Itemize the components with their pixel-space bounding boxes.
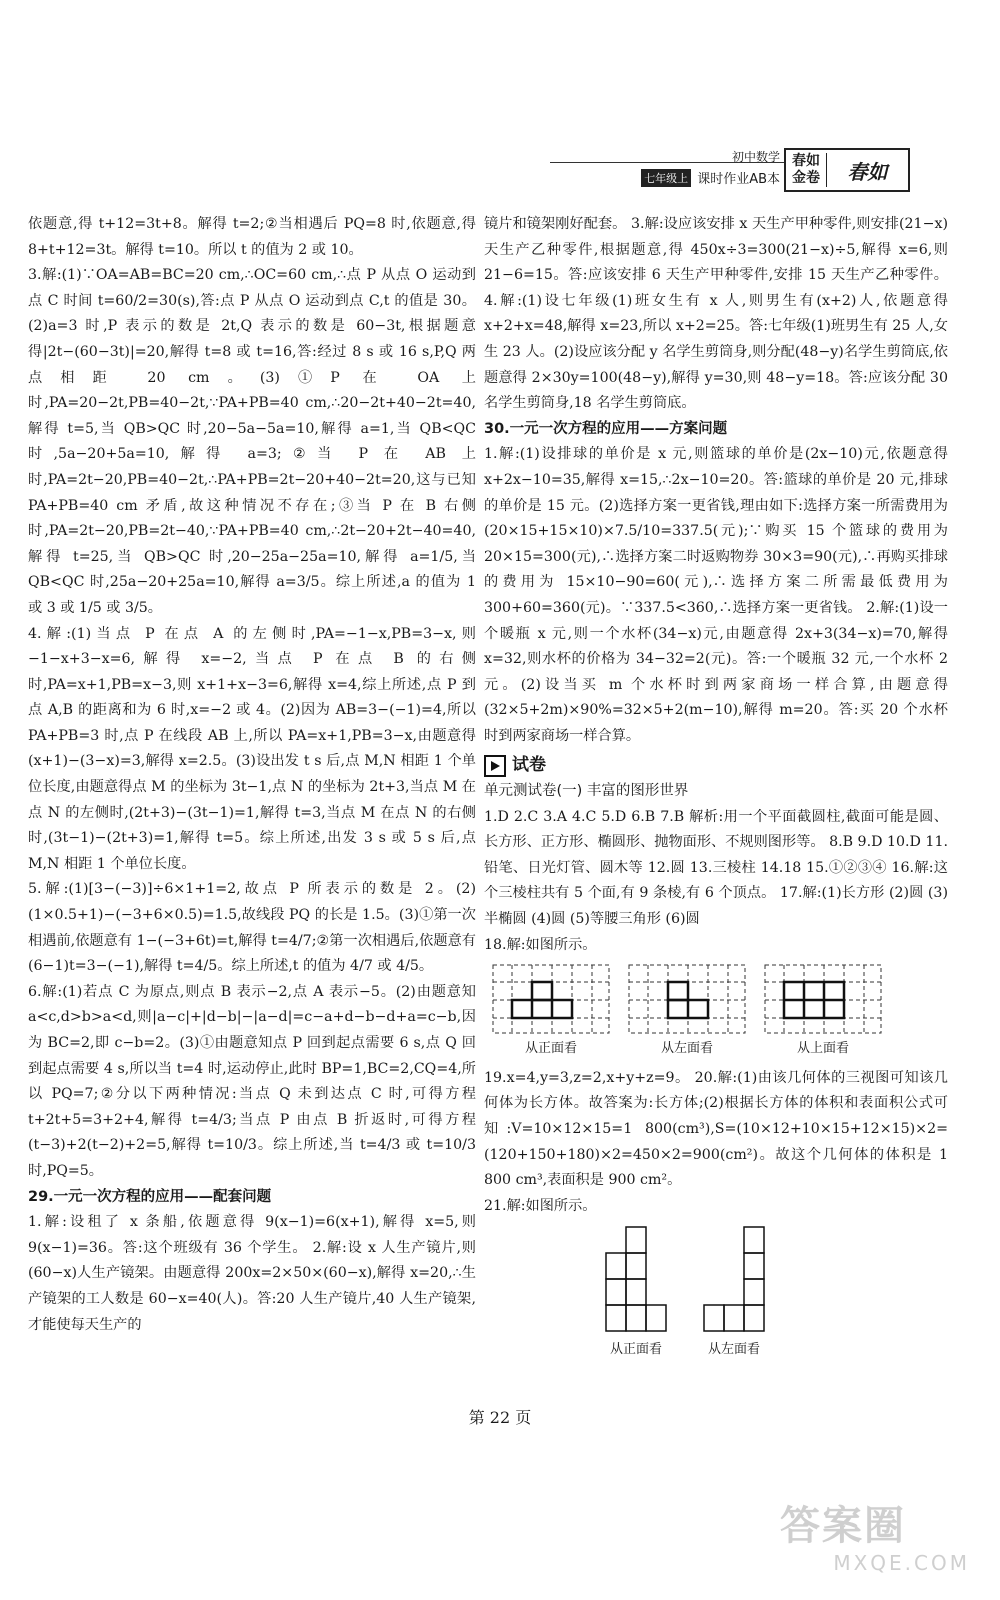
section-title-30: 30.一元一次方程的应用——方案问题 bbox=[484, 420, 728, 437]
paper-heading bbox=[484, 753, 948, 779]
brand-words: 春如金卷 bbox=[786, 153, 827, 187]
paper-title: 试卷 bbox=[512, 755, 546, 776]
section-title-29: 29.一元一次方程的应用——配套问题 bbox=[28, 1188, 272, 1205]
three-views-18 bbox=[492, 964, 948, 1062]
series-label: 课时作业AB本 bbox=[697, 172, 780, 187]
view-caption: 从左面看 bbox=[660, 1041, 713, 1057]
top-view-grid bbox=[764, 964, 882, 1034]
header-rule bbox=[550, 162, 784, 163]
answer-paragraph: 21.解:如图所示。 bbox=[484, 1197, 597, 1214]
answer-paragraph: 5.解:(1)[3−(−3)]÷6×1+1=2,故点 P 所表示的数是 2。(2)(1×0.5+1)−(−3+6×0.5)=1.5,故线段 PQ 的长是 1.5。(3)①第一次相遇前,依题意有 1−(−3+6t)=t,解得 t=4/7;②第一次相遇后,依题意有(6−1)t=3−(−1),解得 t=4/5。综上所述,t 的值为 4/7 或 4/5。 bbox=[28, 881, 476, 975]
unit-test-title: 单元测试卷(一) 丰富的图形世界 bbox=[484, 783, 689, 800]
view-figure bbox=[604, 1225, 668, 1363]
answer-paragraph: 依题意,得 t+12=3t+8。解得 t=2;②当相遇后 PQ=8 时,依题意,得 8+t+12=3t。解得 t=10。所以 t 的值为 2 或 10。 bbox=[28, 216, 476, 258]
answer-paragraph: 4.解:(1)当点 P 在点 A 的左侧时,PA=−1−x,PB=3−x,则−1−x+3−x=6,解得 x=−2,当点 P 在点 B 的右侧时,PA=x+1,PB=x−3,则 x+1+x−3=6,解得 x=4,综上所述,点 P 到点 A,B 的距离和为 6 时,x=−2 或 4。(2)因为 AB=3−(−1)=4,所以 PA+PB=3 时,点 P 在线段 AB 上,所以 PA=x+1,PB=3−x,由题意得(x+1)−(3−x)=3,解得 x=2.5。(3)设出发 t s 后,点 M,N 相距 1 个单位长度,由题意得点 M 的坐标为 3t−1,点 N 的坐标为 2t+3,当点 M 在点 N 的左侧时,(2t+3)−(3t−1)=1,解得 t=3,当点 M 在点 N 的右侧时,(3t−1)−(2t+3)=1,解得 t=5。综上所述,出发 3 s 或 5 s 后,点 M,N 相距 1 个单位长度。 bbox=[28, 625, 476, 872]
view-caption: 从上面看 bbox=[796, 1041, 849, 1057]
answer-paragraph: 1.解:设租了 x 条船,依题意得 9(x−1)=6(x+1),解得 x=5,则 9(x−1)=36。答:这个班级有 36 个学生。 2.解:设 x 人生产镜片,则(60−x)人生产镜架。由题意得 200x=2×50×(60−x),解得 x=20,∴生产镜架的工人数是 60−x=40(人)。答:20 人生产镜片,40 人生产镜架,才能使每天生产的 bbox=[28, 1214, 476, 1333]
view-caption: 从左面看 bbox=[707, 1342, 760, 1358]
page-number: 第 22 页 bbox=[468, 1408, 532, 1427]
grade-badge: 七年级上 bbox=[641, 169, 691, 187]
front-view-grid bbox=[492, 964, 610, 1034]
right-column bbox=[484, 212, 948, 1363]
answer-paragraph: 18.解:如图所示。 bbox=[484, 936, 597, 953]
view-figure bbox=[628, 964, 746, 1062]
answer-paragraph: 6.解:(1)若点 C 为原点,则点 B 表示−2,点 A 表示−5。(2)由题意知 a<c,d>b>a<d,则|a−c|+|d−b|−|a−d|=c−a+d−b−d+a=c−b,因为 BC=2,即 c−b=2。(3)①由题意知点 P 回到起点需要 6 s,点 Q 回到起点需要 4 s,所以当 t=4 时,运动停止,此时 BP=1,BC=2,CQ=4,所以 PQ=7;②分以下两种情况:当点 Q 未到达点 C 时,可得方程 t+2t+5=3+2+4,解得 t=4/3;当点 P 由点 B 折返时,可得方程(t−3)+2(t−2)+2=5,解得 t=10/3。综上所述,当 t=4/3 或 t=10/3 时,PQ=5。 bbox=[28, 983, 476, 1179]
left-view-blocks bbox=[702, 1225, 766, 1335]
page-header bbox=[550, 148, 910, 198]
view-caption: 从正面看 bbox=[524, 1041, 577, 1057]
left-view-grid bbox=[628, 964, 746, 1034]
view-figure bbox=[702, 1225, 766, 1363]
watermark-logo bbox=[780, 1494, 970, 1574]
three-views-21 bbox=[604, 1225, 948, 1363]
subject-label: 初中数学 bbox=[731, 150, 780, 164]
front-view-blocks bbox=[604, 1225, 668, 1335]
brand-logo-box bbox=[784, 148, 910, 192]
watermark-bottom: MXQE.COM bbox=[833, 1551, 970, 1575]
view-figure bbox=[492, 964, 610, 1062]
answer-paragraph: 1.D 2.C 3.A 4.C 5.D 6.B 7.B 解析:用一个平面截圆柱,截面可能是圆、长方形、正方形、椭圆形、抛物面形、不规则图形等。 8.B 9.D 10.D 11.铅笔、日光灯管、圆木等 12.圆 13.三棱柱 14.18 15.①②③④ 16.解:这个三棱柱共有 5 个面,有 9 条棱,有 6 个顶点。 17.解:(1)长方形 (2)圆 (3)半椭圆 (4)圆 (5)等腰三角形 (6)圆 bbox=[484, 808, 948, 928]
view-figure bbox=[764, 964, 882, 1062]
brand-logo: 春如 bbox=[847, 159, 888, 184]
answer-paragraph: 1.解:(1)设排球的单价是 x 元,则篮球的单价是(2x−10)元,依题意得 x+2x−10=35,解得 x=15,∴2x−10=20。答:篮球的单价是 20 元,排球的单价是 15 元。(2)选择方案一更省钱,理由如下:选择方案一所需费用为(20×15+15×10)×7.5/10=337.5(元);∵购买 15 个篮球的费用为 20×15=300(元),∴选择方案二时返购物券 30×3=90(元),∴再购买排球的费用为 15×10−90=60(元),∴选择方案二所需最低费用为 300+60=360(元)。∵337.5<360,∴选择方案一更省钱。 2.解:(1)设一个暖瓶 x 元,则一个水杯(34−x)元,由题意得 2x+3(34−x)=70,解得 x=32,则水杯的价格为 34−32=2(元)。答:一个暖瓶 32 元,一个水杯 2 元。(2)设当买 m 个水杯时到两家商场一样合算,由题意得(32×5+2m)×90%=32×5+2(m−10),解得 m=20。答:买 20 个水杯时到两家商场一样合算。 bbox=[484, 446, 948, 744]
play-icon bbox=[484, 755, 506, 777]
left-column bbox=[28, 212, 476, 1338]
view-caption: 从正面看 bbox=[609, 1342, 662, 1358]
watermark-top: 答案圈 bbox=[780, 1503, 906, 1549]
answer-paragraph: 镜片和镜架刚好配套。 3.解:设应该安排 x 天生产甲种零件,则安排(21−x)天生产乙种零件,根据题意,得 450x÷3=300(21−x)÷5,解得 x=6,则 21−6=15。答:应该安排 6 天生产甲种零件,安排 15 天生产乙种零件。 4.解:(1)设七年级(1)班女生有 x 人,则男生有(x+2)人,依题意得 x+2+x=48,解得 x=23,所以 x+2=25。答:七年级(1)班男生有 25 人,女生 23 人。(2)设应该分配 y 名学生剪筒身,则分配(48−y)名学生剪筒底,依题意得 2×30y=100(48−y),解得 y=30,则 48−y=18。答:应该分配 30 名学生剪筒身,18 名学生剪筒底。 bbox=[484, 216, 948, 412]
answer-paragraph: 19.x=4,y=3,z=2,x+y+z=9。 20.解:(1)由该几何体的三视图可知该几何体为长方体。故答案为:长方体;(2)根据长方体的体积和表面积公式可知:V=10×12×15=1 800(cm³),S=(10×12+10×15+12×15)×2=(120+150+180)×2=450×2=900(cm²)。故这个几何体的体积是 1 800 cm³,表面积是 900 cm²。 bbox=[484, 1069, 948, 1189]
series-line bbox=[641, 168, 780, 187]
answer-paragraph: 3.解:(1)∵OA=AB=BC=20 cm,∴OC=60 cm,∴点 P 从点 O 运动到点 C 时间 t=60/2=30(s),答:点 P 从点 O 运动到点 C,t 的值是 30。(2)a=3 时,P 表示的数是 2t,Q 表示的数是 60−3t,根据题意得|2t−(60−3t)|=20,解得 t=8 或 t=16,答:经过 8 s 或 16 s,P,Q 两点相距 20 cm。(3)①P 在 OA 上时,PA=20−2t,PB=40−2t,∵PA+PB=40 cm,∴20−2t+40−2t=40,解得 t=5,当 QB>QC 时,20−5a−5a=10,解得 a=1,当 QB<QC 时,5a−20+5a=10,解得 a=3;②当 P 在 AB 上时,PA=2t−20,PB=40−2t,∴PA+PB=2t−20+40−2t=20,这与已知 PA+PB=40 cm 矛盾,故这种情况不存在;③当 P 在 B 右侧时,PA=2t−20,PB=2t−40,∵PA+PB=40 cm,∴2t−20+2t−40=40,解得 t=25,当 QB>QC 时,20−25a−25a=10,解得 a=1/5,当 QB<QC 时,25a−20+25a=10,解得 a=3/5。综上所述,a 的值为 1 或 3 或 1/5 或 3/5。 bbox=[28, 267, 476, 616]
